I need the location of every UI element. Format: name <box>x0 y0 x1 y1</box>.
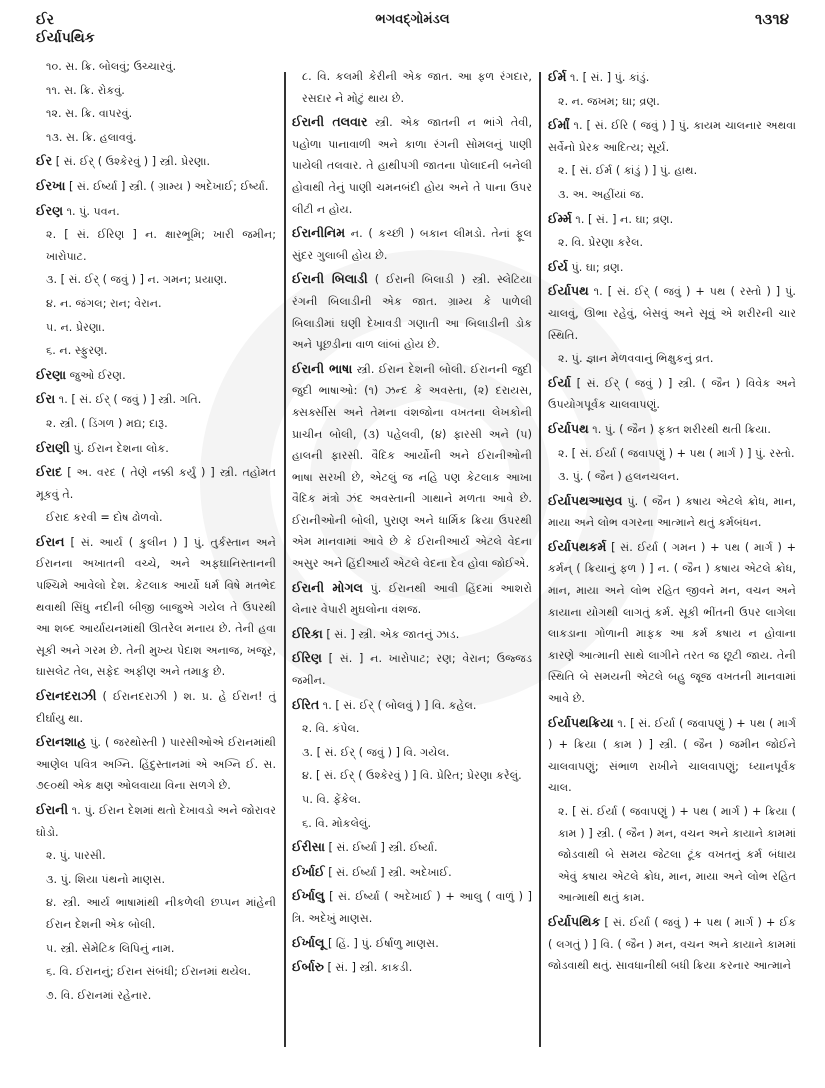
headword: ઈરાની મોગલ <box>292 579 363 595</box>
dictionary-entry <box>548 372 796 416</box>
sense-item <box>292 742 532 764</box>
definition-text: [ સં. ઈર્ષ્યા ] સ્ત્રી. ( ગ્રામ્ય ) અદેખાઈ; ઈર્ષ્યા. <box>69 179 269 193</box>
sense-item <box>36 845 276 867</box>
definition-text: પું. ઈરાનથી આવી હિંદમાં આશરો લેનાર વેપારી મુઘલોના વંશજ. <box>292 581 532 617</box>
sense-item <box>548 348 796 370</box>
definition-text: ૧૧. સ. ક્રિ. રોકવું. <box>46 83 125 97</box>
definition-text: [ સં. આર્ય ( કુલીન ) ] પું. તુર્કસ્તાન અને ઈરાનના અખાતની વચ્ચે, અને અફઘાનિસ્તાનની પશ્ચિમે આવેલો દેશ. કેટલાક આર્યો ધર્મ વિષે મતભેદ થવાથી સિંધુ નદીની બીજી બાજુએ ગયેલ તે ઉપરથી આ શબ્દ આર્યાયનમાંથી ઊતરેલ મનાય છે. તેની હવા સૂકી અને ગરમ છે. તેની મુખ્ય પેદાશ અનાજ, ખજૂર, ઘાસલેટ તેલ, સફેદ અફીણ અને તમાકુ છે. <box>36 535 276 679</box>
definition-text: ૨. [ સં. ઈર્યા ( જવાપણું ) + પથ ( માર્ગ ) ] પું. રસ્તો. <box>558 446 795 460</box>
headword: ઈર્બારુ <box>292 959 324 975</box>
definition-text: સ્ત્રી. ઈરાન દેશની બોલી. ઈરાનની જુદી જુદી ભાષાઓ: (૧) ઝન્દ કે અવસ્તા, (૨) દરાયસ, ક્સર્ક્સીસ અને તેમના વંશજોના વખતના લેખકોની પ્રાચીન બોલી, (૩) પહેલવી, (૪) ફારસી અને (૫) હાલની ફારસી. વૈદિક આર્યોની અને ઈરાનીઓની ભાષા સરખી છે, એટલું જ નહિ પણ કેટલાક આખા વૈદિક મંત્રો ઝંદ અવસ્તાની ગાથાને મળતા આવે છે. ઈરાનીઓની બોલી, પુરાણ અને ધાર્મિક ક્રિયા ઉપરથી એમ માનવામાં આવે છે કે ઈરાનીઆર્ય એટલે વેદના અસુર અને હિંદીઆર્ય એટલે વેદના દેવ હોવા જોઈએ. <box>292 362 532 571</box>
definition-text: ૧. પું. ( જૈન ) ફક્ત શરીરથી થતી ક્રિયા. <box>592 422 771 436</box>
dictionary-entry <box>36 685 276 729</box>
dictionary-entry <box>292 577 532 621</box>
headword: ઈરાનદરાઝી <box>36 688 97 704</box>
sense-item <box>548 160 796 182</box>
headword: ઈર્ખાલુ <box>292 888 325 904</box>
headword: ઈર <box>36 153 53 169</box>
dictionary-entry <box>548 490 796 534</box>
sense-item <box>36 507 276 529</box>
definition-text: ૮. વિ. કલમી કેરીની એક જાત. આ ફળ રંગદાર, રસદાર ને મોટું થાય છે. <box>302 70 532 105</box>
headword: ઈરિકા <box>292 625 323 641</box>
dictionary-entry <box>548 66 796 89</box>
sense-item <box>36 317 276 339</box>
definition-text: ૪. [ સં. ઈર્ ( ઉશ્કેરવું ) ] વિ. પ્રેરિત; પ્રેરણા કરેલું. <box>302 769 522 783</box>
sense-item <box>36 56 276 78</box>
definition-text: ૧. [ સં. ] પું. કાંડું. <box>570 71 650 84</box>
dictionary-entry <box>292 222 532 266</box>
headword: ઈરાની <box>36 802 69 817</box>
dictionary-entry <box>36 531 276 683</box>
sense-item <box>292 718 532 740</box>
headword: ઈર્માં <box>548 117 570 133</box>
sense-item <box>292 765 532 787</box>
sense-item <box>548 184 796 206</box>
headword: ઈર્ખાઈ <box>292 863 325 879</box>
definition-text: ૧. [ સં. ઈર્ ( જવું ) ] સ્ત્રી. ગતિ. <box>58 393 202 407</box>
sense-item <box>36 103 276 125</box>
sense-item <box>36 293 276 315</box>
definition-text: જુઓ ઈરણ. <box>69 368 126 382</box>
definition-text: ૧. [ સં. ઈરિ ( જવું ) ] પું. કાયમ ચાલનાર અથવા સર્વેનો પ્રેરક આદિત્ય; સૂર્ય. <box>548 119 796 154</box>
headword: ઈરા <box>36 391 56 407</box>
definition-text: ૧૩. સ. ક્રિ. હલાવવું. <box>46 130 137 144</box>
sense-item <box>36 127 276 149</box>
sense-item <box>548 232 796 254</box>
definition-text: [ સં. ઈર્યા ( જવું ) + પથ ( માર્ગ ) + ઈક ( લગતું ) ] વિ. ( જૈન ) મન, વચન અને કાયાને કામમાં જોડવાથી થતું. સાવધાનીથી બધી ક્રિયા કરનાર આત્માને <box>548 915 796 973</box>
dictionary-entry <box>292 836 532 859</box>
guide-word-first: ઈર <box>36 12 55 28</box>
definition-text: [ સં. ઈર્ષ્યા ] સ્ત્રી. ઈર્ષ્યા. <box>328 841 438 855</box>
headword: ઈર્યાપથ <box>548 283 589 299</box>
dictionary-entry <box>36 461 276 505</box>
definition-text: ૨. સ્ત્રી. ( ડિંગળ ) મદ્ય; દારૂ. <box>46 416 168 430</box>
column-1 <box>36 56 276 1008</box>
headword: ઈર્ય <box>548 258 568 274</box>
dictionary-entry <box>548 280 796 346</box>
definition-text: [ સં. ] ન. ખારોપાટ; રણ; વેરાન; ઉજ્જડ જમીન. <box>292 652 533 688</box>
sense-item <box>36 224 276 267</box>
definition-text: પું. ઈરાન દેશના લોક. <box>73 441 169 455</box>
dictionary-entry <box>36 731 276 797</box>
headword: ઈરિણ <box>292 650 322 666</box>
dictionary-entry <box>292 623 532 646</box>
page-header <box>0 0 825 46</box>
definition-text: [ સં. ઈર્યા ( ગમન ) + પથ ( માર્ગ ) + કર્મન્ ( ક્રિયાનું ફળ ) ] ન. ( જૈન ) કષાય એટલે ક્રોધ, માન, માયા અને લોભ રહિત જીવને મન, વચન અને કાયાના યોગથી લાગતું કર્મ. સૂકી ભીંતની ઉપર લાગેલા લાકડાના ગોળાની માફક આ કર્મ કષાય ન હોવાના કારણે આત્માની સાથે લાગીને તરત જ છૂટી જાય. તેની સ્થિતિ બે સમયની એટલે બહુ જૂજ વખતની માનવામાં આવે છે. <box>548 540 796 706</box>
definition-text: ૨. ન. જખમ; ઘા; વ્રણ. <box>558 94 660 108</box>
definition-text: [ સં. ] સ્ત્રી. એક જાતનું ઝાડ. <box>326 627 460 641</box>
headword: ઈર્યાપથિક <box>548 913 601 929</box>
headword: ઈર્યાપથઆસ્રવ <box>548 492 623 508</box>
definition-text: ૧. [ સં. ઈર્યા ( જવાપણું ) + પથ ( માર્ગ ) + ક્રિયા ( કામ ) ] સ્ત્રી. ( જૈન ) જમીન જોઈને ચાલવાપણું; સંભાળ રાખીને ચાલવાપણું; ધ્યાનપૂર્વક ચાલ. <box>548 716 796 795</box>
dictionary-entry <box>292 647 532 691</box>
definition-text: [ સં. ઈર્ષ્યા ] સ્ત્રી. અદેખાઈ. <box>328 865 452 879</box>
dictionary-entry <box>548 418 796 441</box>
dictionary-entry <box>548 536 796 710</box>
definition-text: ૧. પું. પવન. <box>66 204 120 218</box>
dictionary-entry <box>36 200 276 223</box>
sense-item <box>36 80 276 102</box>
headword: ઈરાનશાહ <box>36 734 87 750</box>
dictionary-entry <box>292 111 532 220</box>
definition-text: ૨. [ સં. ઈર્મ ( કાંડું ) ] પું. હાથ. <box>558 164 698 178</box>
definition-text: [ સં. ઈર્ષ્યા ( અદેખાઈ ) + આલુ ( વાળું ) ] ત્રિ. અદેખું માણસ. <box>292 890 532 925</box>
definition-text: ૨. વિ. પ્રેરણા કરેલ. <box>558 236 644 250</box>
definition-text: ઈરાદ કરવી = દોષ ઢોળવો. <box>46 511 163 525</box>
headword: ઈરીસા <box>292 839 325 855</box>
sense-item <box>292 813 532 835</box>
definition-text: ૩. પું. ( જૈન ) હલનચલન. <box>558 470 680 484</box>
headword: ઈર્મ <box>548 69 567 84</box>
dictionary-entry <box>36 364 276 387</box>
definition-text: પું. ( જૈન ) કષાય એટલે ક્રોધ, માન, માયા અને લોભ વગરના આત્માને થતું કર્મબંધન. <box>548 494 796 530</box>
sense-item <box>36 985 276 1007</box>
definition-text: ૧૦. સ. ક્રિ. બોલવું; ઉચ્ચારવું. <box>46 60 177 73</box>
definition-text: સ્ત્રી. એક જાતની ન ભાંગે તેવી, પહોળા પાનાવાળી અને કાળા રંગની સોમલનું પાણી પાયેલી તલવાર. તે હાથીપગી જાતના પોલાદની બનેલી હોવાથી તેનું પાણી ચમનબંદી હોય અને તે પાના ઉપર લીટી ન હોય. <box>292 116 533 216</box>
definition-text: ૪. સ્ત્રી. આર્ય ભાષામાંથી નીકળેલી છપ્પન માંહેની ઈરાન દેશની એક બોલી. <box>46 896 276 931</box>
definition-text: પું. ( જરથોસ્તી ) પારસીઓએ ઈરાનમાંથી આણેલ પવિત્ર અગ્નિ. હિંદુસ્તાનમાં એ અગ્નિ ઈ. સ. ૭૯૦થી એક ક્ષણ ઓલવાયા વિના સળગે છે. <box>36 736 276 793</box>
definition-text: ૫. ન. પ્રેરણા. <box>46 320 106 334</box>
headword: ઈરણ <box>36 202 64 218</box>
sense-item <box>36 269 276 291</box>
definition-text: ૧. [ સં. ઈર્ ( બોલવું ) ] વિ. કહેલ. <box>322 698 477 712</box>
headword: ઈરણા <box>36 366 67 382</box>
definition-text: ૧૨. સ. ક્રિ. વાપરવું. <box>46 107 133 121</box>
headword: ઈરાની તલવાર <box>292 114 368 130</box>
column-divider <box>284 72 286 1047</box>
definition-text: ૨. [ સં. ઈર્યા ( જવાપણું ) + પથ ( માર્ગ ) + ક્રિયા ( કામ ) ] સ્ત્રી. ( જૈન ) મન, વચન અને કાયાને કામમાં જોડવાથી બે સમય જેટલા ટૂંક વખતનું કર્મ બંધાય એવું કષાય એટલે ક્રોધ, માન, માયા અને લોભ રહિત આત્માથી થતું કામ. <box>558 805 796 905</box>
dictionary-entry <box>292 861 532 884</box>
headword: ઈર્યાપથકર્મ <box>548 538 607 554</box>
definition-text: [ અ. વરદ ( તેણે નક્કી કર્યું ) ] સ્ત્રી. તહોમત મૂકવું તે. <box>36 466 276 501</box>
headword: ઈરાન <box>36 533 65 549</box>
headword: ઈર્યાપથક્રિયા <box>548 714 614 730</box>
dictionary-entry <box>548 208 796 231</box>
headword: ઈરિત <box>292 696 320 712</box>
dictionary-entry <box>36 388 276 411</box>
definition-text: ૨. [ સં. ઈરિણ ] ન. ક્ષારભૂમિ; ખારી જમીન; ખારોપાટ. <box>46 228 276 263</box>
dictionary-entry <box>292 885 532 929</box>
definition-text: ૨. વિ. કંપેલ. <box>302 722 360 736</box>
dictionary-title: ભગવદ્ગોમંડલ <box>375 12 450 27</box>
dictionary-entry <box>548 911 796 977</box>
dictionary-entry <box>36 150 276 173</box>
dictionary-entry <box>292 358 532 575</box>
definition-text: ૩. [ સં. ઈર્ ( જવું ) ] વિ. ગયેલ. <box>302 745 450 759</box>
definition-text: ૧. [ સં. ઈર્ ( જવું ) + પથ ( રસ્તો ) ] પું. ચાલવું, ઊભા રહેવું, બેસવું અને સૂવું એ શરીરની ચાર સ્થિતિ. <box>548 285 796 342</box>
definition-text: ન. ( કચ્છી ) બકાન લીમડો. તેનાં ફૂલ સુંદર ગુલાબી હોય છે. <box>292 227 532 262</box>
definition-text: ૧. પું. ઈરાન દેશમાં થતો દેખાવડો અને જોરાવર ઘોડો. <box>36 804 276 839</box>
dictionary-entry <box>292 268 532 355</box>
headword: ઈર્ખાલૂ <box>292 934 325 950</box>
definition-text: ( ઈરાનદરાઝી ) શ. પ્ર. હે ઈરાન! તું દીર્ઘાયુ થા. <box>36 690 276 725</box>
dictionary-entry <box>548 114 796 158</box>
sense-item <box>36 340 276 362</box>
dictionary-entry <box>36 799 276 843</box>
headword: ઈરાની ભાષા <box>292 360 353 376</box>
page-number: ૧૩૧૪ <box>755 10 789 28</box>
sense-item <box>36 961 276 983</box>
sense-item <box>36 892 276 935</box>
headword: ઈર્મ્મ <box>548 210 572 226</box>
definition-text: ૩. પું. શિયા પંથનો માણસ. <box>46 872 166 886</box>
dictionary-entry <box>292 956 532 979</box>
definition-text: ૧. [ સં. ] ન. ઘા; વ્રણ. <box>575 212 674 226</box>
sense-item <box>36 413 276 435</box>
definition-text: ૨. પું. જ્ઞાન મેળવવાનું ભિક્ષુકનું વ્રત. <box>558 352 714 366</box>
definition-text: [ સં. ઈર્ ( ઉશ્કેરવું ) ] સ્ત્રી. પ્રેરણા. <box>55 155 211 169</box>
headword: ઈરખા <box>36 177 66 193</box>
sense-item <box>292 789 532 811</box>
headword: ઈરાણી <box>36 439 70 455</box>
dictionary-entry <box>292 694 532 717</box>
definition-text: ૬. ન. સ્ફુરણ. <box>46 344 108 358</box>
definition-text: ૩. [ સં. ઈર્ ( જવું ) ] ન. ગમન; પ્રયાણ. <box>46 273 228 287</box>
definition-text: ૫. વિ. ફેંકેલ. <box>302 793 361 806</box>
sense-item <box>36 938 276 960</box>
dictionary-entry <box>548 712 796 799</box>
guide-word-last: ઈર્યાપથિક <box>36 30 95 46</box>
definition-text: ૭. વિ. ઈરાનમાં રહેનાર. <box>46 988 152 1002</box>
definition-text: [ હિં. ] પું. ઈર્ષાળુ માણસ. <box>328 936 439 950</box>
definition-text: પું. ઘા; વ્રણ. <box>571 260 624 274</box>
definition-text: ૩. અ. અહીંયાં જ. <box>558 187 645 201</box>
definition-text: ૨. પું. પારસી. <box>46 849 106 863</box>
headword: ઈર્યા <box>548 374 571 390</box>
sense-item <box>548 91 796 113</box>
sense-item <box>548 443 796 465</box>
definition-text: ૬. વિ. ઈરાનનું; ઈરાન સંબંધી; ઈરાનમાં થયેલ. <box>46 965 251 979</box>
sense-item <box>292 66 532 109</box>
dictionary-entry <box>292 932 532 955</box>
column-3 <box>548 66 796 979</box>
column-2 <box>292 66 532 981</box>
headword: ઈરાદ <box>36 464 63 480</box>
column-divider <box>539 72 541 1047</box>
sense-item <box>548 466 796 488</box>
sense-item <box>36 869 276 891</box>
definition-text: ( ઈરાની બિલાડી ) સ્ત્રી. સ્લેટિયા રંગની બિલાડીની એક જાત. ગ્રામ્ય કે પાળેલી બિલાડીમાં ઘણી દેખાવડી ગણાતી આ બિલાડીની ડોક અને પૂછડીના વાળ લાંબાં હોય છે. <box>292 273 532 352</box>
dictionary-entry <box>36 437 276 460</box>
dictionary-entry <box>548 256 796 279</box>
dictionary-entry <box>36 175 276 198</box>
sense-item <box>548 801 796 909</box>
headword: ઈરાની બિલાડી <box>292 271 368 287</box>
definition-text: ૫. સ્ત્રી. સેમેટિક લિપિનું નામ. <box>46 941 175 955</box>
headword: ઈર્યાપથ <box>548 420 589 436</box>
definition-text: [ સં. ઈર્ ( જવું ) ] સ્ત્રી. ( જૈન ) વિવેક અને ઉપયોગપૂર્વક ચાલવાપણું. <box>548 376 796 412</box>
headword: ઈરાનીનિમ <box>292 225 346 241</box>
definition-text: ૬. વિ. મોકલેલું. <box>302 816 372 830</box>
definition-text: [ સં. ] સ્ત્રી. કાકડી. <box>327 961 413 975</box>
definition-text: ૪. ન. જંગલ; રાન; વેરાન. <box>46 296 162 310</box>
